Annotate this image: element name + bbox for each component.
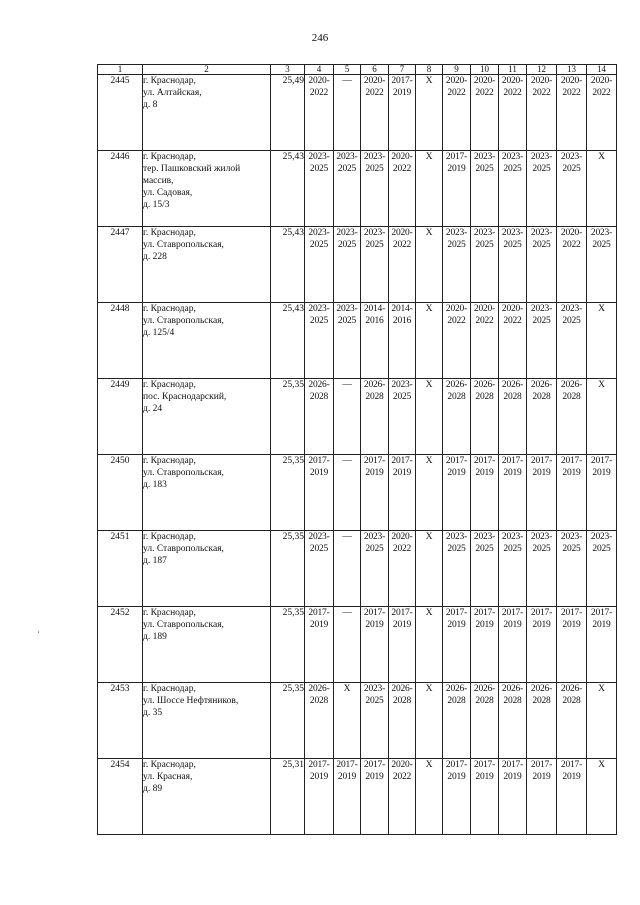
value-cell: 25,43 [271,151,305,227]
value-cell: 25,49 [271,75,305,151]
period-cell-col-7: 2026- 2028 [389,683,416,759]
period-cell-col-14: 2023- 2025 [587,227,617,303]
period-cell-col-13: 2017- 2019 [557,759,587,835]
period-cell-col-10: 2023- 2025 [471,227,499,303]
row-number: 2452 [98,607,143,683]
address-line: ул. Ставропольская, [143,544,224,554]
column-header-2: 2 [143,65,271,75]
period-cell-col-10: 2017- 2019 [471,759,499,835]
address-line: г. Краснодар, [143,76,196,86]
column-header-9: 9 [443,65,471,75]
period-cell-col-12: 2017- 2019 [527,759,557,835]
address-line: г. Краснодар, [143,152,196,162]
period-cell-col-13: 2023- 2025 [557,531,587,607]
period-cell-col-11: 2020- 2022 [499,75,527,151]
period-cell-col-12: 2023- 2025 [527,531,557,607]
period-cell-col-6: 2014- 2016 [361,303,389,379]
row-number: 2447 [98,227,143,303]
value-cell: 25,43 [271,303,305,379]
period-cell-col-14: X [587,303,617,379]
period-cell-col-11: 2017- 2019 [499,759,527,835]
period-cell-col-12: 2023- 2025 [527,227,557,303]
period-cell-col-4: 2023- 2025 [305,227,334,303]
table-row [98,75,617,151]
period-cell-col-4: 2026- 2028 [305,683,334,759]
period-cell-col-8: X [416,607,443,683]
period-cell-col-4: 2023- 2025 [305,531,334,607]
margin-mark: ʻ [37,629,40,639]
period-cell-col-9: 2017- 2019 [443,151,471,227]
period-cell-col-7: 2020- 2022 [389,759,416,835]
period-cell-col-5: 2023- 2025 [334,303,361,379]
period-cell-col-4: 2017- 2019 [305,607,334,683]
period-cell-col-12: 2017- 2019 [527,455,557,531]
period-cell-col-7: 2020- 2022 [389,227,416,303]
value-cell: 25,35 [271,379,305,455]
period-cell-col-6: 2023- 2025 [361,151,389,227]
row-number: 2453 [98,683,143,759]
period-cell-col-10: 2017- 2019 [471,455,499,531]
period-cell-col-13: 2020- 2022 [557,75,587,151]
period-cell-col-10: 2026- 2028 [471,683,499,759]
table-row [98,379,617,455]
period-cell-col-8: X [416,303,443,379]
address-line: д. 183 [143,480,167,490]
column-header-10: 10 [471,65,499,75]
column-header-5: 5 [334,65,361,75]
period-cell-col-11: 2020- 2022 [499,303,527,379]
value-cell: 25,35 [271,607,305,683]
address-line: г. Краснодар, [143,608,196,618]
row-number: 2449 [98,379,143,455]
column-header-4: 4 [305,65,334,75]
period-cell-col-7: 2017- 2019 [389,607,416,683]
period-cell-col-14: 2023- 2025 [587,531,617,607]
address-cell [143,303,271,379]
period-cell-col-6: 2023- 2025 [361,531,389,607]
row-number: 2451 [98,531,143,607]
table-row [98,455,617,531]
address-cell [143,607,271,683]
period-cell-col-9: 2020- 2022 [443,303,471,379]
period-cell-col-6: 2026- 2028 [361,379,389,455]
period-cell-col-14: 2017- 2019 [587,455,617,531]
period-cell-col-10: 2023- 2025 [471,531,499,607]
column-header-3: 3 [271,65,305,75]
address-line: тер. Пашковский жилой [143,164,241,174]
table-row [98,151,617,227]
period-cell-col-10: 2017- 2019 [471,607,499,683]
period-cell-col-9: 2017- 2019 [443,759,471,835]
table-row [98,531,617,607]
address-cell [143,455,271,531]
period-cell-col-9: 2023- 2025 [443,531,471,607]
period-cell-col-12: 2023- 2025 [527,303,557,379]
address-line: ул. Садовая, [143,188,193,198]
period-cell-col-5: — [334,379,361,455]
period-cell-col-11: 2023- 2025 [499,531,527,607]
period-cell-col-5: 2023- 2025 [334,227,361,303]
period-cell-col-8: X [416,75,443,151]
period-cell-col-9: 2026- 2028 [443,683,471,759]
address-line: д. 35 [143,708,163,718]
table-body [98,75,617,835]
value-cell: 25,35 [271,683,305,759]
period-cell-col-9: 2017- 2019 [443,607,471,683]
period-cell-col-14: X [587,379,617,455]
period-cell-col-9: 2020- 2022 [443,75,471,151]
period-cell-col-10: 2020- 2022 [471,303,499,379]
period-cell-col-14: X [587,683,617,759]
column-header-8: 8 [416,65,443,75]
period-cell-col-5: — [334,455,361,531]
address-line: г. Краснодар, [143,684,196,694]
period-cell-col-8: X [416,531,443,607]
schedule-table [97,64,617,835]
period-cell-col-9: 2017- 2019 [443,455,471,531]
period-cell-col-4: 2020- 2022 [305,75,334,151]
period-cell-col-4: 2017- 2019 [305,455,334,531]
period-cell-col-13: 2023- 2025 [557,303,587,379]
period-cell-col-9: 2023- 2025 [443,227,471,303]
address-line: д. 125/4 [143,328,175,338]
table-row [98,303,617,379]
address-line: д. 89 [143,784,163,794]
period-cell-col-6: 2017- 2019 [361,455,389,531]
address-cell [143,151,271,227]
table-row [98,227,617,303]
address-line: массив, [143,176,174,186]
address-line: пос. Краснодарский, [143,392,227,402]
row-number: 2450 [98,455,143,531]
value-cell: 25,35 [271,531,305,607]
period-cell-col-10: 2020- 2022 [471,75,499,151]
address-cell [143,759,271,835]
period-cell-col-7: 2020- 2022 [389,531,416,607]
period-cell-col-8: X [416,759,443,835]
period-cell-col-7: 2023- 2025 [389,379,416,455]
address-line: г. Краснодар, [143,456,196,466]
address-cell [143,227,271,303]
address-line: д. 187 [143,556,167,566]
period-cell-col-14: X [587,151,617,227]
address-line: ул. Шоссе Нефтяников, [143,696,239,706]
address-line: ул. Ставропольская, [143,468,224,478]
period-cell-col-14: X [587,759,617,835]
period-cell-col-7: 2017- 2019 [389,75,416,151]
period-cell-col-11: 2026- 2028 [499,683,527,759]
period-cell-col-6: 2017- 2019 [361,607,389,683]
column-header-14: 14 [587,65,617,75]
period-cell-col-4: 2026- 2028 [305,379,334,455]
address-line: ул. Красная, [143,772,193,782]
period-cell-col-8: X [416,151,443,227]
address-line: г. Краснодар, [143,304,196,314]
period-cell-col-5: — [334,531,361,607]
period-cell-col-8: X [416,379,443,455]
period-cell-col-13: 2020- 2022 [557,227,587,303]
period-cell-col-12: 2026- 2028 [527,379,557,455]
period-cell-col-4: 2023- 2025 [305,151,334,227]
period-cell-col-5: — [334,607,361,683]
table-row [98,759,617,835]
period-cell-col-7: 2017- 2019 [389,455,416,531]
header-row [98,65,617,75]
row-number: 2448 [98,303,143,379]
period-cell-col-11: 2017- 2019 [499,607,527,683]
period-cell-col-11: 2023- 2025 [499,227,527,303]
column-header-7: 7 [389,65,416,75]
period-cell-col-5: 2023- 2025 [334,151,361,227]
period-cell-col-8: X [416,455,443,531]
address-line: д. 8 [143,100,158,110]
address-line: ул. Ставропольская, [143,240,224,250]
period-cell-col-11: 2023- 2025 [499,151,527,227]
period-cell-col-4: 2017- 2019 [305,759,334,835]
period-cell-col-14: 2017- 2019 [587,607,617,683]
period-cell-col-6: 2023- 2025 [361,683,389,759]
row-number: 2446 [98,151,143,227]
period-cell-col-13: 2017- 2019 [557,607,587,683]
column-header-13: 13 [557,65,587,75]
row-number: 2445 [98,75,143,151]
period-cell-col-14: 2020- 2022 [587,75,617,151]
table-row [98,607,617,683]
address-cell [143,379,271,455]
period-cell-col-8: X [416,683,443,759]
address-line: г. Краснодар, [143,228,196,238]
period-cell-col-6: 2020- 2022 [361,75,389,151]
period-cell-col-5: — [334,75,361,151]
period-cell-col-13: 2023- 2025 [557,151,587,227]
address-line: ул. Алтайская, [143,88,202,98]
value-cell: 25,31 [271,759,305,835]
address-line: ул. Ставропольская, [143,316,224,326]
period-cell-col-10: 2023- 2025 [471,151,499,227]
page-number: 246 [311,32,329,44]
column-header-11: 11 [499,65,527,75]
address-cell [143,683,271,759]
period-cell-col-11: 2026- 2028 [499,379,527,455]
period-cell-col-6: 2023- 2025 [361,227,389,303]
period-cell-col-7: 2014- 2016 [389,303,416,379]
address-line: г. Краснодар, [143,380,196,390]
period-cell-col-12: 2017- 2019 [527,607,557,683]
table-row [98,683,617,759]
column-header-12: 12 [527,65,557,75]
period-cell-col-10: 2026- 2028 [471,379,499,455]
column-header-6: 6 [361,65,389,75]
column-header-1: 1 [98,65,143,75]
period-cell-col-6: 2017- 2019 [361,759,389,835]
period-cell-col-11: 2017- 2019 [499,455,527,531]
address-line: ул. Ставропольская, [143,620,224,630]
period-cell-col-12: 2026- 2028 [527,683,557,759]
period-cell-col-4: 2023- 2025 [305,303,334,379]
address-line: д. 15/3 [143,200,170,210]
period-cell-col-7: 2020- 2022 [389,151,416,227]
address-line: г. Краснодар, [143,532,196,542]
period-cell-col-9: 2026- 2028 [443,379,471,455]
period-cell-col-5: 2017- 2019 [334,759,361,835]
period-cell-col-12: 2020- 2022 [527,75,557,151]
period-cell-col-12: 2023- 2025 [527,151,557,227]
period-cell-col-13: 2026- 2028 [557,379,587,455]
address-line: г. Краснодар, [143,760,196,770]
row-number: 2454 [98,759,143,835]
period-cell-col-13: 2017- 2019 [557,455,587,531]
address-cell [143,531,271,607]
address-line: д. 189 [143,632,167,642]
address-line: д. 24 [143,404,163,414]
period-cell-col-13: 2026- 2028 [557,683,587,759]
period-cell-col-8: X [416,227,443,303]
period-cell-col-5: X [334,683,361,759]
address-cell [143,75,271,151]
value-cell: 25,43 [271,227,305,303]
value-cell: 25,35 [271,455,305,531]
address-line: д. 228 [143,252,167,262]
